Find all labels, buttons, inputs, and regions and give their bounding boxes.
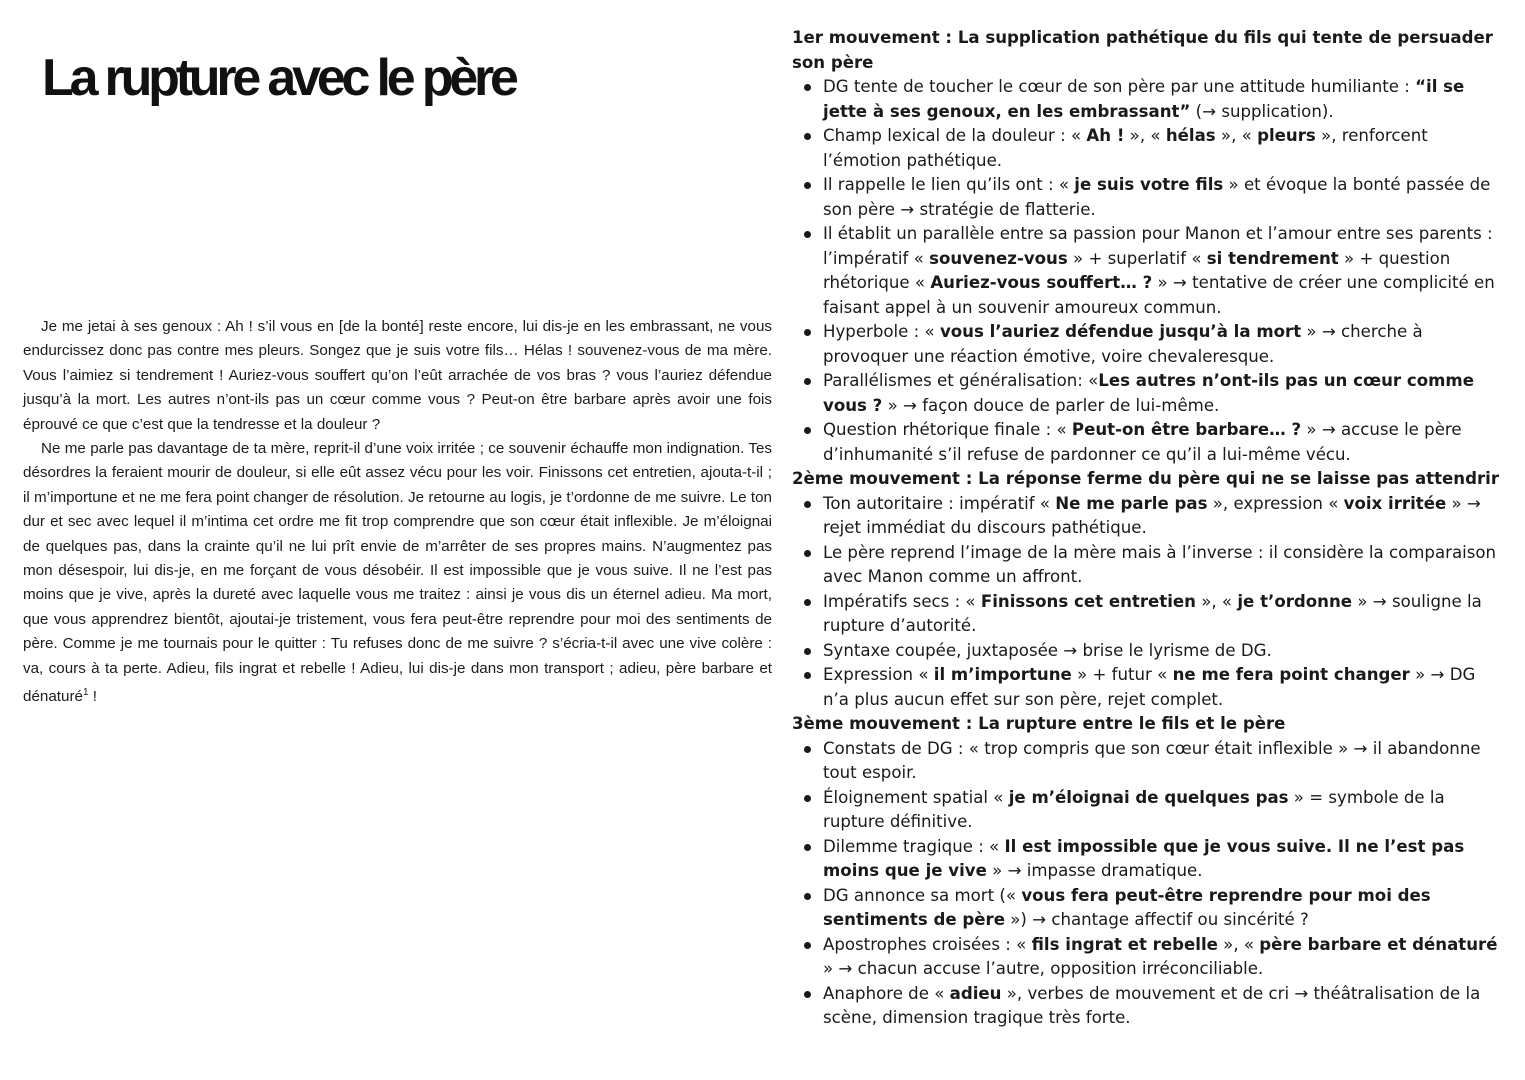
page-title: La rupture avec le père [42, 49, 515, 107]
bullet-text: » → rejet immédiat du discours pathétique. [823, 493, 1481, 537]
bullet-text: Champ lexical de la douleur : « [823, 126, 1087, 145]
bullet-text: Apostrophes croisées : « [823, 934, 1032, 954]
section-heading: 3ème mouvement : La rupture entre le fils et le père [792, 714, 1286, 733]
bullet-text: », expression « [1207, 493, 1344, 513]
list-item [823, 786, 1504, 835]
section-heading: 2ème mouvement : La réponse ferme du père qui ne se laisse pas attendrir [792, 469, 1500, 488]
passage-paragraph-2 [23, 437, 772, 710]
analysis-notes [792, 26, 1504, 1031]
quote-highlight: Ah ! [1086, 126, 1125, 145]
passage-paragraph: Je me jetai à ses genoux : Ah ! s’il vous en [de la bonté] reste encore, lui dis-je en les embrassant, ne vous endurcissez donc pas contre mes pleurs. Songez que je suis votre fils… Hélas ! souvenez-vous de ma mère. Vous l’aimiez si tendrement ! Auriez-vous souffert qu’on l’eût arrachée de vos bras ? vous l’auriez défendue jusqu’à la mort. Les autres n’ont-ils pas un cœur comme vous ? Peut-on être barbare après avoir une fois éprouvé ce que c’est que la tendresse et la douleur ? [23, 318, 772, 433]
list-item [823, 835, 1504, 884]
list-item [823, 75, 1504, 124]
bullet-text: Ton autoritaire : impératif « [823, 493, 1056, 513]
bullet-text: » + futur « [1071, 665, 1173, 684]
bullet-text: », renforcent l’émotion pathétique. [823, 126, 1428, 170]
passage-text: Ne me parle pas davantage de ta mère, reprit-il d’une voix irritée ; ce souvenir échauffe mon indignation. Tes désordres la feraient mourir de douleur, si elle eût assez vécu pour les voir. Finissons cet entretien, ajouta-t-il ; il m’importune et ne me fera point changer de résolution. Je retourne au logis, je t’ordonne de me suivre. Le ton dur et sec avec lequel il m’intima cet ordre me fit trop comprendre que son cœur était inflexible. Je m’éloignai de quelques pas, dans la crainte qu’il ne lui prît envie de m’arrêter de ses propres mains. N’augmentez pas mon désespoir, lui dis-je, en me forçant de vous désobéir. Il est impossible que je vous suive. Il ne l’est pas moins que je vive, après la dureté avec laquelle vous me traitez : ainsi je vous dis un éternel adieu. Ma mort, que vous apprendrez bientôt, ajoutai-je tristement, vous fera peut-être reprendre pour moi des sentiments de père. Comme je me tournais pour le quitter : Tu refuses donc de me suivre ? s’écria-t-il avec une vive colère : va, cours à ta perte. Adieu, fils ingrat et rebelle ! Adieu, lui dis-je dans mon transport ; adieu, père barbare et dénaturé [23, 440, 772, 706]
footnote-mark: 1 [82, 687, 89, 699]
list-item [823, 590, 1504, 639]
bullet-text: DG tente de toucher le cœur de son père par une attitude humiliante : [823, 77, 1416, 96]
quote-highlight: je t’ordonne [1237, 591, 1353, 611]
bullet-text: » → tentative de créer une complicité en faisant appel à un souvenir amoureux commun. [823, 273, 1495, 317]
list-item [823, 222, 1504, 320]
quote-highlight: Ne me parle pas [1055, 493, 1208, 513]
bullet-text: Dilemme tragique : « [823, 836, 1005, 856]
bullet-text: » → cherche à provoquer une réaction émotive, voire chevaleresque. [823, 322, 1423, 366]
bullet-text: Impératifs secs : « [823, 591, 981, 611]
quote-highlight: Auriez-vous souffert… ? [930, 273, 1153, 292]
list-item [823, 492, 1504, 541]
list-item [823, 639, 1504, 664]
list-item [823, 320, 1504, 369]
bullet-text: », « [1195, 591, 1238, 611]
bullet-text: » et évoque la bonté passée de son père → stratégie de flatterie. [823, 175, 1491, 219]
bullet-list [792, 737, 1504, 1031]
quote-highlight: ne me fera point changer [1172, 665, 1410, 684]
quote-highlight: souvenez-vous [929, 248, 1068, 268]
bullet-text: Il établit un parallèle entre sa passion pour Manon et l’amour entre ses parents : l’impératif « [823, 224, 1493, 268]
quote-highlight: pleurs [1257, 126, 1316, 145]
bullet-text: » + superlatif « [1067, 248, 1207, 268]
bullet-text: » + question rhétorique « [823, 248, 1451, 292]
list-item [823, 541, 1504, 590]
quote-highlight: vous l’auriez défendue jusqu’à la mort [939, 322, 1302, 341]
bullet-text: Hyperbole : « [823, 322, 940, 341]
bullet-text: DG annonce sa mort (« [823, 885, 1022, 905]
quote-highlight: Il est impossible que je vous suive. Il ne l’est pas moins que je vive [823, 836, 1465, 880]
bullet-text: », « [1124, 126, 1166, 145]
bullet-text: » → chacun accuse l’autre, opposition irréconciliable. [823, 959, 1264, 978]
source-passage [23, 315, 772, 710]
bullet-text: Syntaxe coupée, juxtaposée → brise le lyrisme de DG. [823, 640, 1272, 660]
bullet-text: (→ supplication). [1190, 101, 1334, 121]
bullet-text: » → impasse dramatique. [986, 861, 1203, 880]
list-item [823, 418, 1504, 467]
quote-highlight: fils ingrat et rebelle [1031, 934, 1218, 954]
bullet-text: » → DG n’a plus aucun effet sur son père, rejet complet. [823, 665, 1476, 709]
bullet-list [792, 75, 1504, 467]
quote-highlight: Les autres n’ont-ils pas un cœur comme vous ? [823, 371, 1474, 415]
quote-highlight: voix irritée [1343, 493, 1447, 513]
list-item [823, 933, 1504, 982]
bullet-text: », « [1215, 126, 1258, 145]
quote-highlight: Peut-on être barbare… ? [1071, 420, 1302, 439]
bullet-text: » → souligne la rupture d’autorité. [823, 591, 1482, 635]
list-item [823, 884, 1504, 933]
passage-end: ! [88, 688, 97, 706]
quote-highlight: je m’éloignai de quelques pas [1008, 787, 1289, 807]
quote-highlight: hélas [1165, 126, 1216, 145]
bullet-text: » → accuse le père d’inhumanité s’il refuse de pardonner ce qu’il a lui-même vécu. [823, 420, 1462, 464]
bullet-text: » = symbole de la rupture définitive. [823, 787, 1445, 831]
bullet-text: ») → chantage affectif ou sincérité ? [1005, 910, 1309, 929]
quote-highlight: je suis votre fils [1074, 175, 1224, 194]
bullet-text: Il rappelle le lien qu’ils ont : « [823, 175, 1075, 194]
list-item [823, 124, 1504, 173]
list-item [823, 737, 1504, 786]
quote-highlight: adieu [949, 983, 1002, 1003]
bullet-text: Question rhétorique finale : « [823, 420, 1072, 439]
bullet-list [792, 492, 1504, 713]
section-heading: 1er mouvement : La supplication pathétique du fils qui tente de persuader son père [792, 28, 1493, 72]
bullet-text: », verbes de mouvement et de cri → théâtralisation de la scène, dimension tragique très forte. [823, 983, 1481, 1027]
quote-highlight: si tendrement [1206, 248, 1339, 268]
quote-highlight: Finissons cet entretien [980, 591, 1196, 611]
bullet-text: Parallélismes et généralisation: « [823, 371, 1099, 390]
bullet-text: Anaphore de « [823, 983, 950, 1003]
quote-highlight: “il se jette à ses genoux, en les embrassant” [823, 77, 1465, 121]
bullet-text: Le père reprend l’image de la mère mais à l’inverse : il considère la comparaison avec Manon comme un affront. [823, 542, 1497, 586]
bullet-text: Constats de DG : « trop compris que son cœur était inflexible » → il abandonne tout espoir. [823, 738, 1481, 782]
bullet-text: Éloignement spatial « [823, 787, 1009, 807]
quote-highlight: père barbare et dénaturé [1259, 934, 1498, 954]
quote-highlight: il m’importune [933, 665, 1072, 684]
bullet-text: Expression « [823, 665, 934, 684]
quote-highlight: vous fera peut-être reprendre pour moi des sentiments de père [823, 885, 1431, 929]
list-item [823, 173, 1504, 222]
list-item [823, 663, 1504, 712]
bullet-text: » → façon douce de parler de lui-même. [882, 395, 1220, 415]
list-item [823, 982, 1504, 1031]
bullet-text: », « [1217, 934, 1260, 954]
list-item [823, 369, 1504, 418]
